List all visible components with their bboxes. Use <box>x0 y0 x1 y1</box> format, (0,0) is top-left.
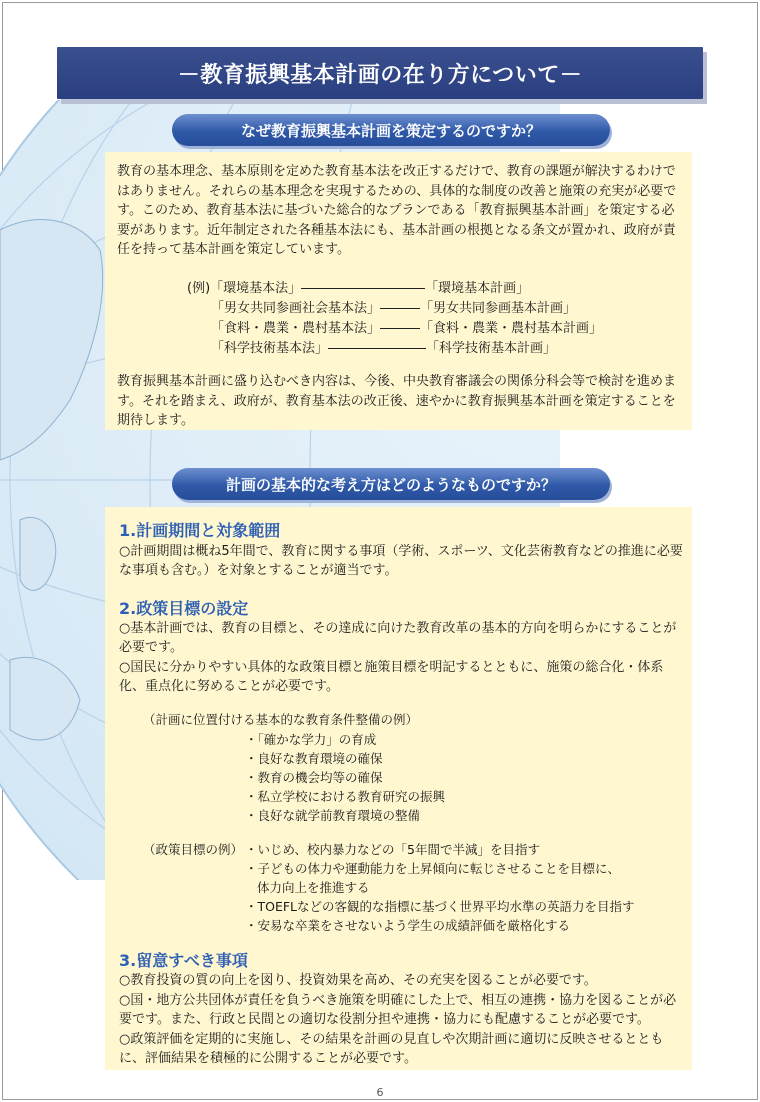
bullet-item: ○国民に分かりやすい具体的な政策目標と施策目標を明記するとともに、施策の総合化・体系化、重点化に努めることが必要です。 <box>119 660 664 695</box>
bullet-item: ○計画期間は概ね5年間で、教育に関する事項（学術、スポーツ、文化芸術教育などの推進に必要な事項も含む。）を対象とすることが適当です。 <box>119 544 683 579</box>
bullet-item: ○政策評価を定期的に実施し、その結果を計画の見直しや次期計画に適切に反映させるとともに、評価結果を積極的に公開することが必要です。 <box>119 1032 664 1067</box>
bullet-item: ○国・地方公共団体が責任を負うべき施策を明確にした上で、相互の連携・協力を図ることが必要です。また、行政と民間との適切な役割分担や連携・協力にも配慮することが必要です。 <box>119 993 677 1028</box>
condition-item: ・「確かな学力」の育成 <box>245 732 377 747</box>
page-title: －教育振興基本計画の在り方について－ <box>57 47 703 99</box>
connector-line <box>380 308 420 309</box>
example-plan: 「男女共同参画基本計画」 <box>420 301 577 316</box>
example-plan: 「食料・農業・農村基本計画」 <box>420 321 603 336</box>
page-number: 6 <box>376 1086 384 1099</box>
condition-item: ・良好な就学前教育環境の整備 <box>245 808 421 823</box>
bullet-item: ○教育投資の質の向上を図り、投資効果を高め、その充実を図ることが必要です。 <box>119 973 597 988</box>
connector-line <box>380 328 420 329</box>
goal-item: ・安易な卒業をさせないよう学生の成績評価を厳格化する <box>245 918 571 933</box>
example-row <box>211 339 556 358</box>
closing-paragraph: 教育振興基本計画に盛り込むべき内容は、今後、中央教育審議会の関係分科会等で検討を進めます。それを踏まえ、政府が、教育基本法の改正後、速やかに教育振興基本計画を策定することを期待します。 <box>117 374 677 429</box>
condition-item: ・私立学校における教育研究の振興 <box>245 789 446 804</box>
section1-heading: なぜ教育振興基本計画を策定するのですか？ <box>172 114 610 146</box>
goal-item-continued: 体力向上を推進する <box>257 880 370 895</box>
goal-item: ・いじめ、校内暴力などの「5年間で半減」を目指す <box>245 842 540 857</box>
heading-considerations: 3.留意すべき事項 <box>119 951 248 970</box>
example-law: 「食料・農業・農村基本法」 <box>211 321 381 336</box>
example-law: 「環境基本法」 <box>210 281 302 296</box>
example-law: 「科学技術基本法」 <box>211 341 329 356</box>
connector-line <box>328 348 426 349</box>
examples-label: (例) <box>187 281 211 296</box>
conditions-label: （計画に位置付ける基本的な教育条件整備の例） <box>143 712 419 727</box>
example-plan: 「環境基本計画」 <box>425 281 530 296</box>
heading-period-scope: 1.計画期間と対象範囲 <box>119 521 281 540</box>
section1-intro <box>117 162 683 260</box>
example-plan: 「科学技術基本計画」 <box>426 341 557 356</box>
section1-closing <box>117 372 683 431</box>
goal-item: ・TOEFLなどの客観的な指標に基づく世界平均水準の英語力を目指す <box>245 899 635 914</box>
section2-heading: 計画の基本的な考え方はどのようなものですか？ <box>172 468 610 500</box>
goals-label: （政策目標の例） <box>143 842 244 857</box>
condition-item: ・良好な教育環境の確保 <box>245 751 383 766</box>
example-row <box>211 299 576 318</box>
intro-paragraph: 教育の基本理念、基本原則を定めた教育基本法を改正するだけで、教育の課題が解決するわけではありません。それらの基本理念を実現するための、具体的な制度の改善と施策の充実が必要です。このため、教育基本法に基づいた総合的なプランである「教育振興基本計画」を策定する必要があります。近年制定された各種基本法にも、基本計画の根拠となる条文が置かれ、政府が責任を持って基本計画を策定しています。 <box>117 164 677 258</box>
goal-item: ・子どもの体力や運動能力を上昇傾向に転じさせることを目標に、 <box>245 861 621 876</box>
condition-item: ・教育の機会均等の確保 <box>245 770 383 785</box>
example-row <box>187 279 529 298</box>
bullet-item: ○基本計画では、教育の目標と、その達成に向けた教育改革の基本的方向を明らかにすることが必要です。 <box>119 621 677 656</box>
example-law: 「男女共同参画社会基本法」 <box>211 301 381 316</box>
heading-policy-goals: 2.政策目標の設定 <box>119 599 249 618</box>
connector-line <box>301 288 425 289</box>
example-row <box>211 319 602 338</box>
